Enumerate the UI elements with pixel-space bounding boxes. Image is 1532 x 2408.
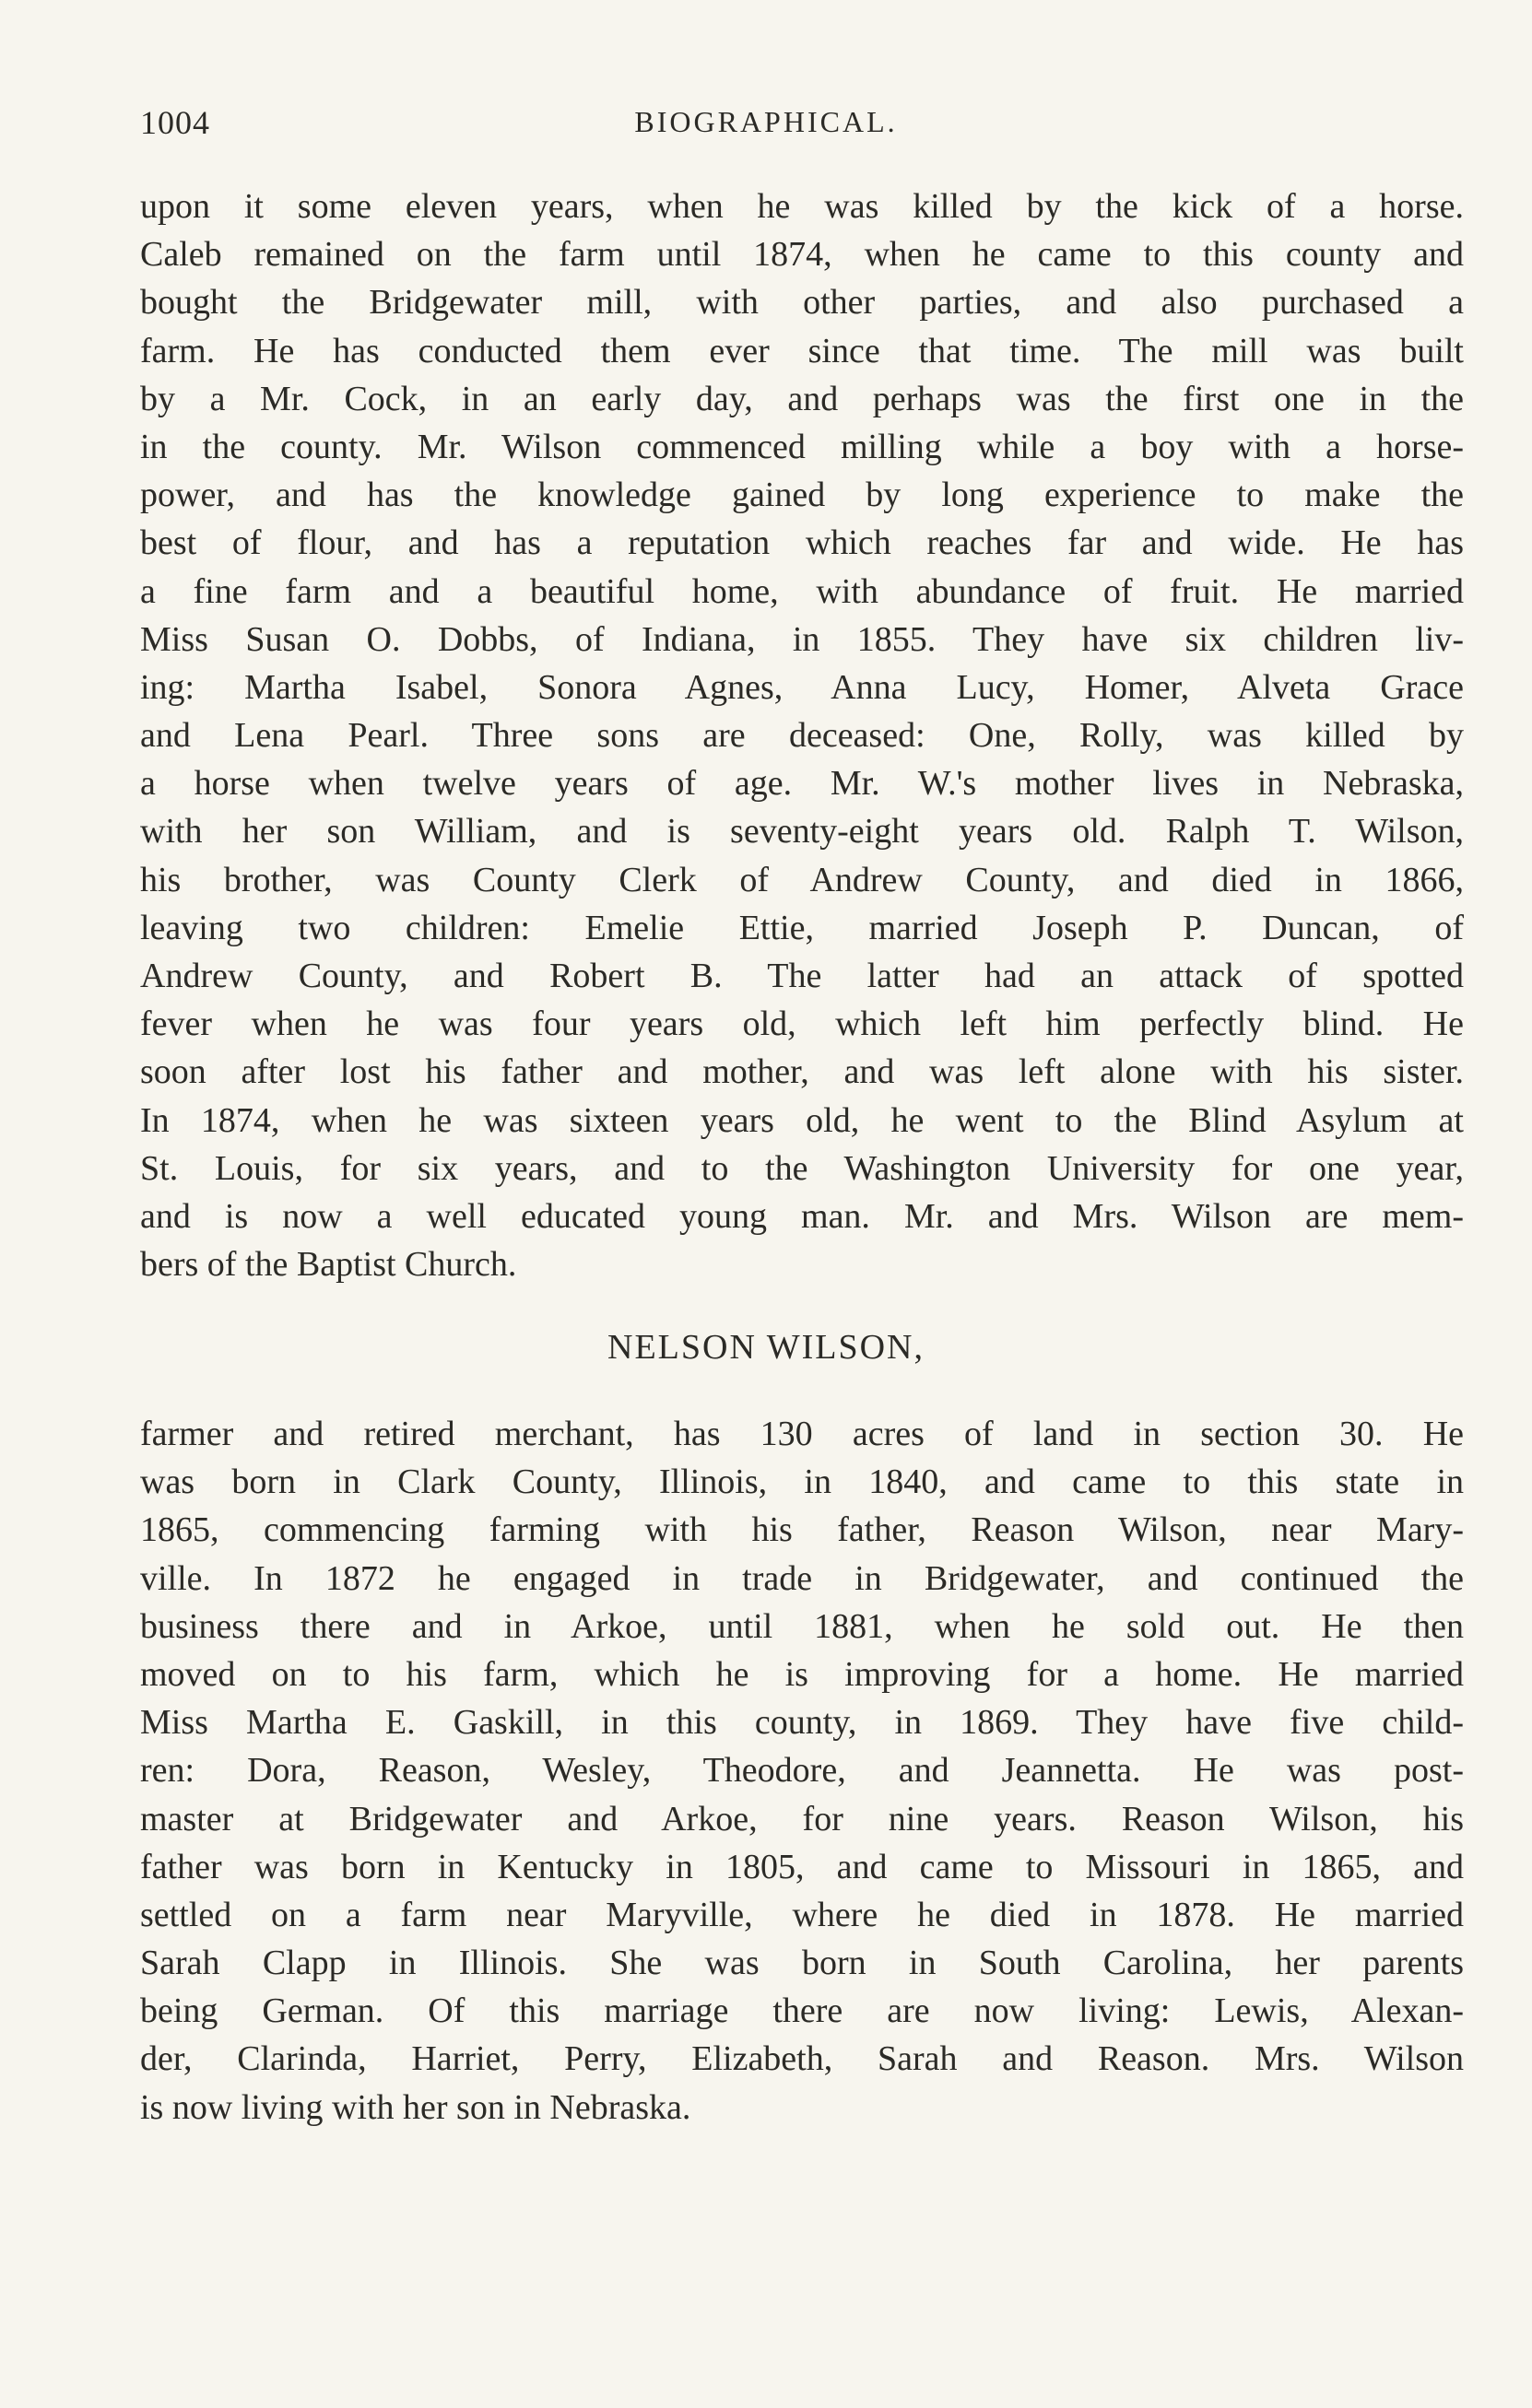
text-line: being German. Of this marriage there are now living: Lewis, Alexan- xyxy=(140,1991,1464,2031)
text-line: leaving two children: Emelie Ettie, married Joseph P. Duncan, of xyxy=(140,908,1464,947)
text-line: business there and in Arkoe, until 1881, when he sold out. He then xyxy=(140,1606,1464,1646)
text-line: his brother, was County Clerk of Andrew County, and died in 1866, xyxy=(140,860,1464,899)
text-line: by a Mr. Cock, in an early day, and perhaps was the first one in the xyxy=(140,379,1464,418)
text-line: best of flour, and has a reputation which reaches far and wide. He has xyxy=(140,523,1464,563)
text-line: Andrew County, and Robert B. The latter had an attack of spotted xyxy=(140,957,1464,995)
text-line: upon it some eleven years, when he was killed by the kick of a horse. xyxy=(140,187,1464,226)
text-line: and is now a well educated young man. Mr. and Mrs. Wilson are mem- xyxy=(140,1196,1464,1236)
text-line: bers of the Baptist Church. xyxy=(140,1245,517,1285)
text-line: fever when he was four years old, which left him perfectly blind. He xyxy=(140,1004,1464,1044)
text-line: a horse when twelve years of age. Mr. W.'s mother lives in Nebraska, xyxy=(140,764,1464,804)
biography-paragraph-nelson-wilson xyxy=(140,1410,1464,2132)
text-line: a fine farm and a beautiful home, with abundance of fruit. He married xyxy=(140,571,1464,611)
text-line: Sarah Clapp in Illinois. She was born in South Carolina, her parents xyxy=(140,1944,1464,1983)
text-line: moved on to his farm, which he is improving for a home. He married xyxy=(140,1654,1464,1694)
text-line: master at Bridgewater and Arkoe, for nine years. Reason Wilson, his xyxy=(140,1799,1464,1838)
text-line: in the county. Mr. Wilson commenced milling while a boy with a horse- xyxy=(140,427,1464,466)
text-line: was born in Clark County, Illinois, in 1840, and came to this state in xyxy=(140,1462,1464,1502)
text-line: der, Clarinda, Harriet, Perry, Elizabeth, Sarah and Reason. Mrs. Wilson xyxy=(140,2039,1464,2079)
text-line: with her son William, and is seventy-eight years old. Ralph T. Wilson, xyxy=(140,812,1464,852)
text-line: settled on a farm near Maryville, where he died in 1878. He married xyxy=(140,1895,1464,1934)
text-line: Miss Susan O. Dobbs, of Indiana, in 1855. They have six children liv- xyxy=(140,619,1464,659)
text-line: St. Louis, for six years, and to the Washington University for one year, xyxy=(140,1148,1464,1188)
biography-paragraph-caleb-wilson xyxy=(140,182,1464,1288)
running-head: BIOGRAPHICAL. xyxy=(634,105,898,138)
text-line: bought the Bridgewater mill, with other parties, and also purchased a xyxy=(140,283,1464,323)
text-line: 1865, commencing farming with his father, Reason Wilson, near Mary- xyxy=(140,1510,1464,1550)
text-line: ing: Martha Isabel, Sonora Agnes, Anna Lucy, Homer, Alveta Grace xyxy=(140,667,1464,707)
text-line: Miss Martha E. Gaskill, in this county, in 1869. They have five child- xyxy=(140,1703,1464,1743)
text-line: and Lena Pearl. Three sons are deceased: One, Rolly, was killed by xyxy=(140,716,1464,756)
text-line: father was born in Kentucky in 1805, and came to Missouri in 1865, and xyxy=(140,1847,1464,1886)
text-line: ville. In 1872 he engaged in trade in Bridgewater, and continued the xyxy=(140,1558,1464,1598)
page-number: 1004 xyxy=(140,104,210,141)
text-line: is now living with her son in Nebraska. xyxy=(140,2087,691,2127)
text-line: power, and has the knowledge gained by long experience to make the xyxy=(140,476,1464,515)
text-line: farm. He has conducted them ever since that time. The mill was built xyxy=(140,331,1464,370)
section-heading: NELSON WILSON, xyxy=(607,1328,925,1367)
text-line: Caleb remained on the farm until 1874, when he came to this county and xyxy=(140,235,1464,275)
text-line: ren: Dora, Reason, Wesley, Theodore, and Jeannetta. He was post- xyxy=(140,1751,1464,1791)
text-line: farmer and retired merchant, has 130 acres of land in section 30. He xyxy=(140,1415,1464,1453)
text-line: In 1874, when he was sixteen years old, he went to the Blind Asylum at xyxy=(140,1100,1464,1140)
text-line: soon after lost his father and mother, and was left alone with his sister. xyxy=(140,1052,1464,1092)
